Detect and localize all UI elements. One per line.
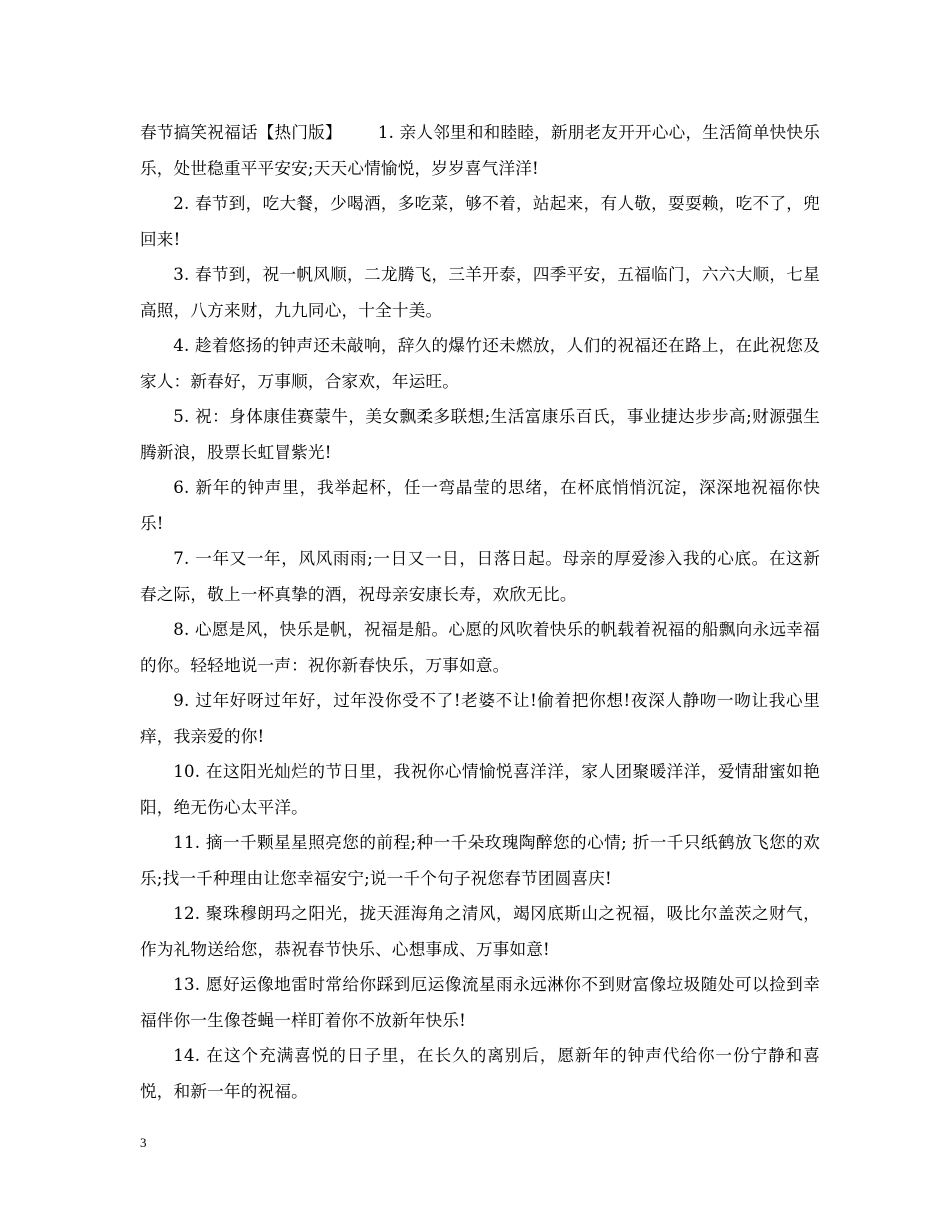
wish-item-4: 4. 趁着悠扬的钟声还未敲响，辞久的爆竹还未燃放，人们的祝福还在路上，在此祝您及家人：新春好，万事顺，合家欢，年运旺。 (140, 336, 820, 391)
wish-item-1: 1. 亲人邻里和和睦睦，新朋老友开开心心，生活简单快快乐乐，处世稳重平平安安;天天心情愉悦，岁岁喜气洋洋! (140, 123, 820, 178)
wish-item-3: 3. 春节到，祝一帆风顺，二龙腾飞，三羊开泰，四季平安，五福临门，六六大顺，七星高照，八方来财，九九同心，十全十美。 (140, 265, 820, 320)
document-title: 春节搞笑祝福话【热门版】 (140, 123, 342, 142)
wish-item-11: 11. 摘一千颗星星照亮您的前程;种一千朵玫瑰陶醉您的心情; 折一千只纸鹤放飞您的欢乐;找一千种理由让您幸福安宁;说一千个句子祝您春节团圆喜庆! (140, 833, 820, 888)
page-number: 3 (140, 1135, 147, 1150)
wish-item-2: 2. 春节到，吃大餐，少喝酒，多吃菜，够不着，站起来，有人敬，耍耍赖，吃不了，兜回来! (140, 194, 820, 249)
wish-item-13: 13. 愿好运像地雷时常给你踩到厄运像流星雨永远淋你不到财富像垃圾随处可以捡到幸福伴你一生像苍蝇一样盯着你不放新年快乐! (140, 975, 820, 1030)
wish-item-5: 5. 祝：身体康佳赛蒙牛，美女飘柔多联想;生活富康乐百氏，事业捷达步步高;财源强生腾新浪，股票长虹冒紫光! (140, 407, 820, 462)
document-body (140, 115, 820, 1109)
wish-item-9: 9. 过年好呀过年好，过年没你受不了!老婆不让!偷着把你想!夜深人静吻一吻让我心里痒，我亲爱的你! (140, 691, 820, 746)
paragraph-1 (140, 115, 820, 186)
wish-item-14: 14. 在这个充满喜悦的日子里，在长久的离别后，愿新年的钟声代给你一份宁静和喜悦，和新一年的祝福。 (140, 1046, 820, 1101)
wish-item-8: 8. 心愿是风，快乐是帆，祝福是船。心愿的风吹着快乐的帆载着祝福的船飘向永远幸福的你。轻轻地说一声：祝你新春快乐，万事如意。 (140, 620, 820, 675)
wish-item-7: 7. 一年又一年，风风雨雨;一日又一日，日落日起。母亲的厚爱渗入我的心底。在这新春之际，敬上一杯真挚的酒，祝母亲安康长寿，欢欣无比。 (140, 549, 820, 604)
wish-item-10: 10. 在这阳光灿烂的节日里，我祝你心情愉悦喜洋洋，家人团聚暖洋洋，爱情甜蜜如艳阳，绝无伤心太平洋。 (140, 762, 820, 817)
wish-item-6: 6. 新年的钟声里，我举起杯，任一弯晶莹的思绪，在杯底悄悄沉淀，深深地祝福你快乐! (140, 478, 820, 533)
wish-item-12: 12. 聚珠穆朗玛之阳光，拢天涯海角之清风，竭冈底斯山之祝福，吸比尔盖茨之财气，作为礼物送给您，恭祝春节快乐、心想事成、万事如意! (140, 904, 820, 959)
